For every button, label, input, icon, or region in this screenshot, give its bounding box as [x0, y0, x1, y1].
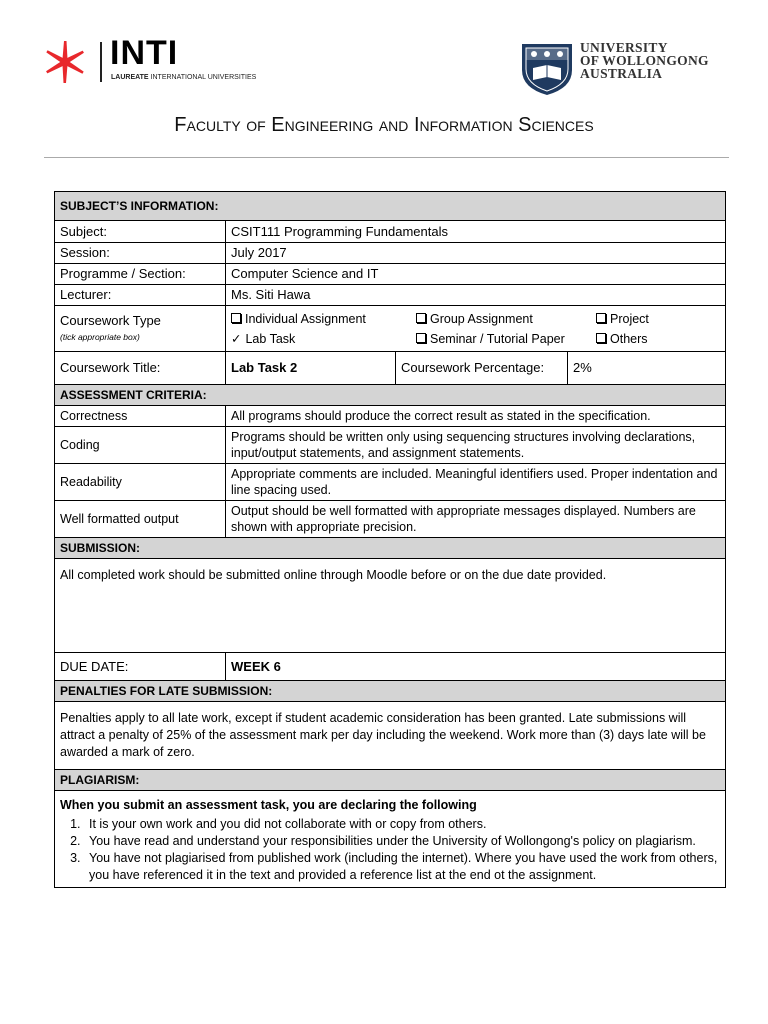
uow-logo	[520, 40, 735, 96]
table-row	[55, 559, 726, 653]
criterion-readability-description: Appropriate comments are included. Meaningful identifiers used. Proper indentation and line spacing used.	[226, 464, 726, 501]
submission-heading: SUBMISSION:	[55, 538, 726, 559]
plagiarism-intro: When you submit an assessment task, you are declaring the following	[60, 798, 477, 812]
checkbox-icon[interactable]	[596, 313, 606, 323]
criterion-correctness: Correctness	[55, 406, 226, 427]
option-seminar-tutorial-paper[interactable]: Seminar / Tutorial Paper	[416, 331, 596, 347]
faculty-title: Faculty of Engineering and Information Sciences	[174, 114, 594, 136]
checkbox-icon[interactable]	[231, 313, 241, 323]
uow-crest-icon	[520, 40, 574, 96]
assessment-heading: ASSESSMENT CRITERIA:	[55, 385, 726, 406]
subject-value: CSIT111 Programming Fundamentals	[226, 221, 726, 243]
coursework-cover-table	[54, 191, 726, 888]
section-header-subject	[55, 192, 726, 221]
option-others[interactable]: Others	[596, 331, 726, 347]
checkbox-icon[interactable]	[596, 333, 606, 343]
coursework-type-label: Coursework Type	[60, 312, 161, 328]
due-date-value: WEEK 6	[226, 653, 726, 681]
coursework-title-label: Coursework Title:	[55, 352, 226, 385]
inti-star-icon	[40, 38, 90, 88]
table-row	[55, 285, 726, 306]
submission-text: All completed work should be submitted online through Moodle before or on the due date provided.	[55, 559, 726, 653]
criterion-output-description: Output should be well formatted with appropriate messages displayed. Numbers are shown with appropriate precision.	[226, 501, 726, 538]
inti-subtitle: LAUREATE INTERNATIONAL UNIVERSITIES	[111, 74, 257, 81]
page-header	[0, 0, 768, 110]
check-mark-icon[interactable]: ✓	[231, 331, 242, 346]
subject-label: Subject:	[55, 221, 226, 243]
title-divider	[44, 157, 729, 158]
lecturer-value: Ms. Siti Hawa	[226, 285, 726, 306]
criterion-readability: Readability	[55, 464, 226, 501]
section-header-penalties	[55, 681, 726, 702]
criterion-coding-description: Programs should be written only using sequencing structures involving declarations, input/output statements, and assignment statements.	[226, 427, 726, 464]
table-row	[55, 306, 726, 352]
plagiarism-heading: PLAGIARISM:	[55, 770, 726, 791]
inti-logo-divider	[100, 42, 102, 82]
table-row	[55, 653, 726, 681]
coursework-options	[231, 311, 720, 347]
table-row	[55, 221, 726, 243]
plagiarism-list	[60, 816, 720, 884]
list-item: 1. It is your own work and you did not collaborate with or copy from others.	[84, 816, 720, 833]
table-row	[55, 243, 726, 264]
criterion-coding: Coding	[55, 427, 226, 464]
table-row	[55, 464, 726, 501]
table-row	[55, 352, 726, 385]
coursework-type-note: (tick appropriate box)	[60, 331, 140, 342]
session-value: July 2017	[226, 243, 726, 264]
programme-label: Programme / Section:	[55, 264, 226, 285]
coursework-options-cell	[226, 306, 726, 352]
coursework-percentage-label: Coursework Percentage:	[396, 352, 568, 385]
coursework-title-value: Lab Task 2	[226, 352, 396, 385]
checkbox-icon[interactable]	[416, 313, 426, 323]
option-group-assignment[interactable]: Group Assignment	[416, 311, 596, 327]
criterion-correctness-description: All programs should produce the correct result as stated in the specification.	[226, 406, 726, 427]
section-header-submission	[55, 538, 726, 559]
table-row	[55, 501, 726, 538]
uow-wordmark: UNIVERSITY OF WOLLONGONG AUSTRALIA	[580, 40, 709, 81]
checkbox-icon[interactable]	[416, 333, 426, 343]
penalties-heading: PENALTIES FOR LATE SUBMISSION:	[55, 681, 726, 702]
list-item: 3. You have not plagiarised from published work (including the internet). Where you have used the work from others, you have referenced it in the text and provided a reference list at the end ot the assignment.	[84, 850, 720, 884]
table-row	[55, 427, 726, 464]
coursework-percentage-value: 2%	[568, 352, 726, 385]
criterion-well-formatted-output: Well formatted output	[55, 501, 226, 538]
table-row	[55, 406, 726, 427]
plagiarism-declaration	[55, 791, 726, 888]
option-individual-assignment[interactable]: Individual Assignment	[231, 311, 416, 327]
list-item: 2. You have read and understand your responsibilities under the University of Wollongong's policy on plagiarism.	[84, 833, 720, 850]
penalties-text: Penalties apply to all late work, except if student academic consideration has been granted. Late submissions will attract a penalty of 25% of the assessment mark per day including the weekend. Work more than (3) days late will be awarded a mark of zero.	[55, 702, 726, 770]
table-row	[55, 791, 726, 888]
subject-info-heading: SUBJECT’S INFORMATION:	[55, 192, 726, 221]
option-project[interactable]: Project	[596, 311, 726, 327]
inti-logo	[40, 34, 257, 88]
session-label: Session:	[55, 243, 226, 264]
table-row	[55, 264, 726, 285]
inti-wordmark: INTI	[110, 34, 179, 72]
lecturer-label: Lecturer:	[55, 285, 226, 306]
programme-value: Computer Science and IT	[226, 264, 726, 285]
due-date-label: DUE DATE:	[55, 653, 226, 681]
option-lab-task[interactable]: ✓ Lab Task	[231, 331, 296, 346]
section-header-assessment	[55, 385, 726, 406]
coursework-type-cell	[55, 306, 226, 352]
section-header-plagiarism	[55, 770, 726, 791]
table-row	[55, 702, 726, 770]
